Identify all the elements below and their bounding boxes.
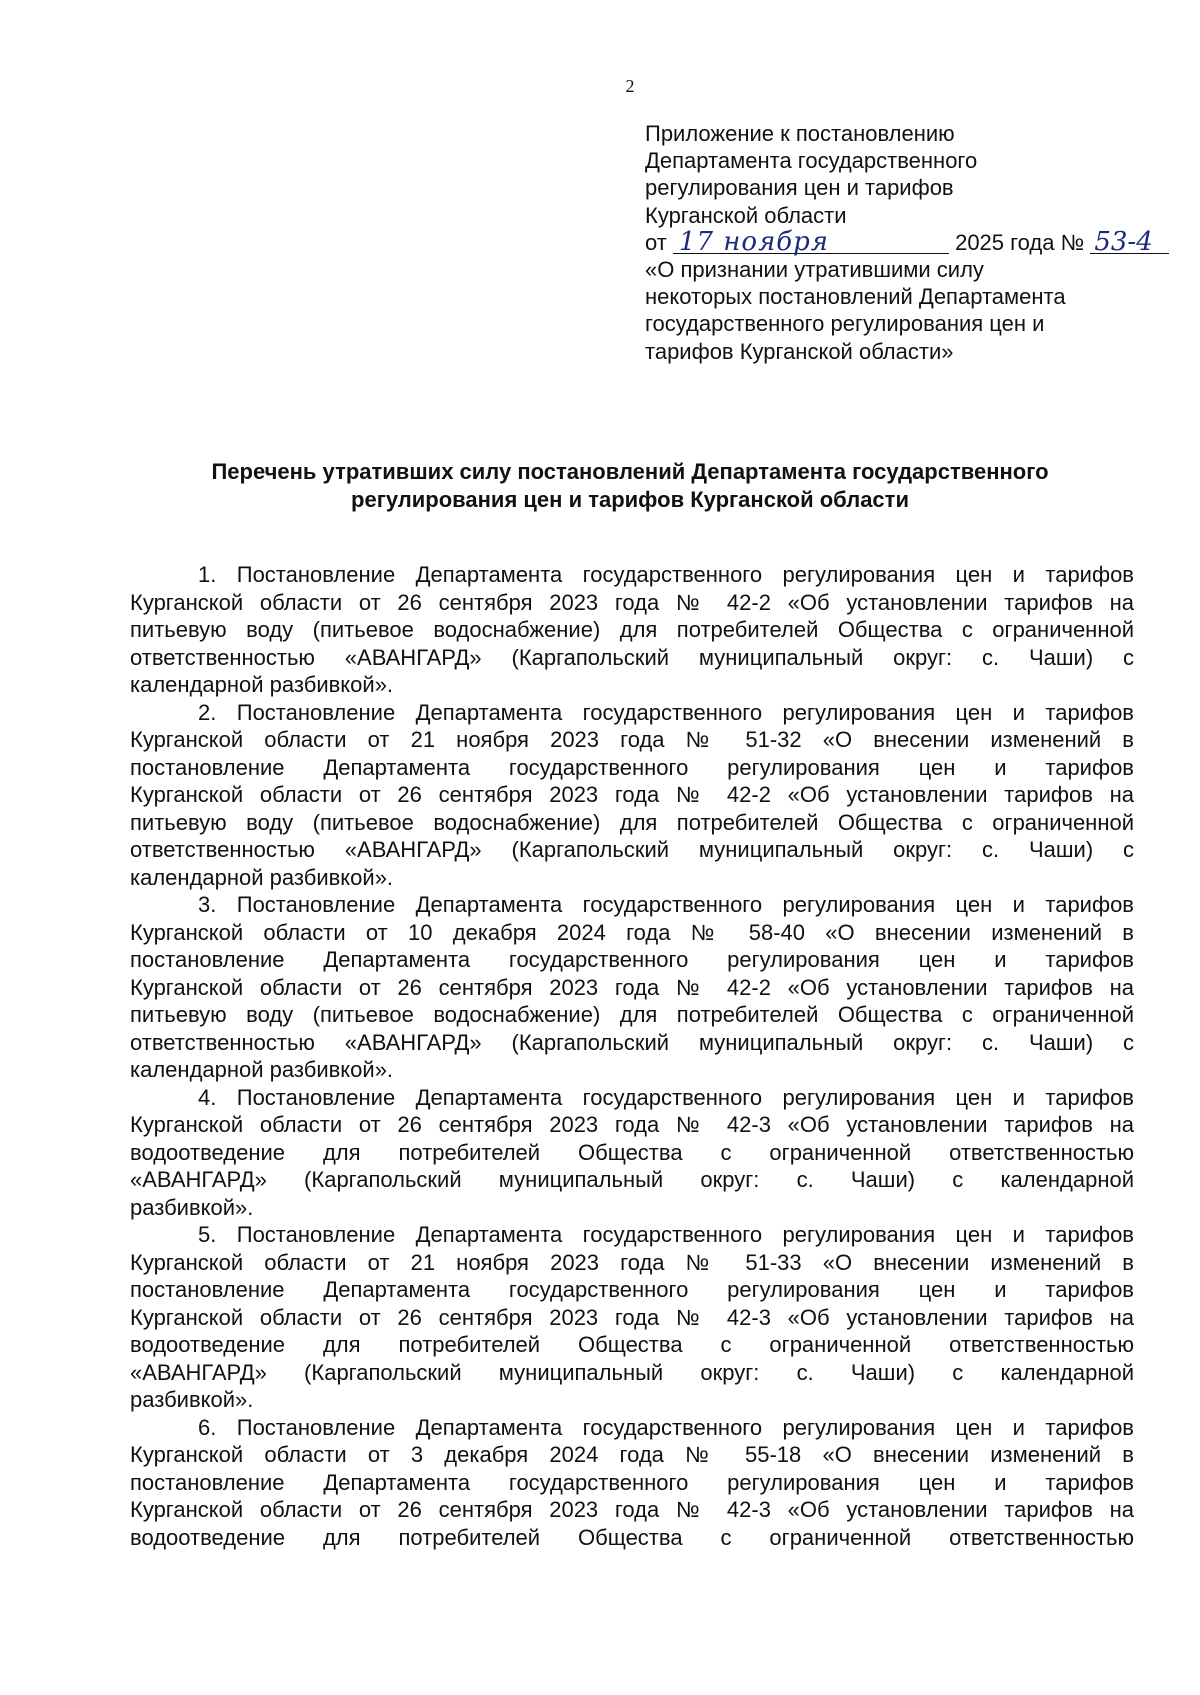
paragraph-line: постановление Департамента государственного регулирования цен и тарифов	[130, 754, 1134, 780]
list-item	[130, 891, 1134, 1084]
appendix-subject-line: «О признании утратившими силу	[645, 257, 984, 283]
list-item	[130, 699, 1134, 892]
paragraph-line: 6. Постановление Департамента государственного регулирования цен и тарифов	[198, 1414, 1134, 1440]
paragraph-line: 1. Постановление Департамента государственного регулирования цен и тарифов	[198, 562, 1134, 587]
paragraph-line: Курганской области от 10 декабря 2024 года № 58-40 «О внесении изменений в	[130, 919, 1134, 945]
paragraph-line: постановление Департамента государственного регулирования цен и тарифов	[130, 1469, 1134, 1495]
paragraph-line: разбивкой».	[130, 1387, 254, 1412]
paragraph-line: Курганской области от 26 сентября 2023 года № 42-2 «Об установлении тарифов на	[130, 974, 1134, 1000]
appendix-block	[645, 120, 1165, 365]
list-item	[130, 1221, 1134, 1414]
appendix-line: Департамента государственного	[645, 148, 978, 174]
paragraph-line: постановление Департамента государственного регулирования цен и тарифов	[130, 947, 1134, 972]
appendix-subject-line: государственного регулирования цен и	[645, 311, 1045, 337]
paragraph-line: Курганской области от 21 ноября 2023 года № 51-33 «О внесении изменений в	[130, 1249, 1134, 1275]
paragraph-line: Курганской области от 26 сентября 2023 года № 42-3 «Об установлении тарифов на	[130, 1497, 1134, 1522]
appendix-subject-line: некоторых постановлений Департамента	[645, 284, 1066, 310]
paragraph-line: календарной разбивкой».	[130, 864, 394, 890]
handwritten-number: 53-4	[1090, 231, 1169, 254]
paragraph-line: 5. Постановление Департамента государственного регулирования цен и тарифов	[198, 1222, 1134, 1247]
paragraph-line: питьевую воду (питьевое водоснабжение) для потребителей Общества с ограниченной	[130, 809, 1134, 835]
appendix-line: Курганской области	[645, 202, 847, 228]
list-item	[130, 1084, 1134, 1222]
paragraph-line: Курганской области от 26 сентября 2023 года № 42-3 «Об установлении тарифов на	[130, 1304, 1134, 1330]
paragraph-line: постановление Департамента государственного регулирования цен и тарифов	[130, 1277, 1134, 1302]
paragraph-line: Курганской области от 26 сентября 2023 года № 42-2 «Об установлении тарифов на	[130, 782, 1134, 807]
paragraph-line: питьевую воду (питьевое водоснабжение) для потребителей Общества с ограниченной	[130, 617, 1134, 642]
paragraph-line: Курганской области от 21 ноября 2023 года № 51-32 «О внесении изменений в	[130, 727, 1134, 752]
date-prefix: от	[645, 229, 667, 255]
paragraph-line: водоотведение для потребителей Общества с ограниченной ответственностью	[130, 1139, 1134, 1165]
title-line: регулирования цен и тарифов Курганской области	[351, 487, 909, 512]
paragraph-line: 2. Постановление Департамента государственного регулирования цен и тарифов	[198, 699, 1134, 725]
paragraph-line: календарной разбивкой».	[130, 1057, 394, 1082]
page-number: 2	[625, 76, 635, 96]
list-item	[130, 1414, 1134, 1552]
handwritten-date: 17 ноября	[673, 231, 949, 254]
document-body	[130, 561, 1134, 1551]
paragraph-line: Курганской области от 3 декабря 2024 года № 55-18 «О внесении изменений в	[130, 1442, 1134, 1467]
document-title	[130, 458, 1130, 514]
paragraph-line: питьевую воду (питьевое водоснабжение) для потребителей Общества с ограниченной	[130, 1002, 1134, 1027]
appendix-subject-line: тарифов Курганской области»	[645, 338, 954, 364]
list-item	[130, 561, 1134, 699]
title-line: Перечень утративших силу постановлений Департамента государственного	[211, 459, 1049, 484]
paragraph-line: «АВАНГАРД» (Каргапольский муниципальный округ: с. Чаши) с календарной	[130, 1167, 1134, 1192]
year-text: 2025 года №	[955, 229, 1085, 255]
paragraph-line: водоотведение для потребителей Общества с ограниченной ответственностью	[130, 1332, 1134, 1357]
paragraph-line: ответственностью «АВАНГАРД» (Каргапольский муниципальный округ: с. Чаши) с	[130, 1029, 1134, 1055]
paragraph-line: разбивкой».	[130, 1194, 254, 1220]
paragraph-line: «АВАНГАРД» (Каргапольский муниципальный округ: с. Чаши) с календарной	[130, 1359, 1134, 1385]
appendix-line: регулирования цен и тарифов	[645, 175, 954, 201]
paragraph-line: Курганской области от 26 сентября 2023 года № 42-3 «Об установлении тарифов на	[130, 1112, 1134, 1137]
paragraph-line: ответственностью «АВАНГАРД» (Каргапольский муниципальный округ: с. Чаши) с	[130, 644, 1134, 670]
paragraph-line: календарной разбивкой».	[130, 672, 394, 697]
paragraph-line: ответственностью «АВАНГАРД» (Каргапольский муниципальный округ: с. Чаши) с	[130, 837, 1134, 862]
paragraph-line: 4. Постановление Департамента государственного регулирования цен и тарифов	[198, 1084, 1134, 1110]
paragraph-line: 3. Постановление Департамента государственного регулирования цен и тарифов	[198, 892, 1134, 917]
appendix-line: Приложение к постановлению	[645, 121, 955, 146]
paragraph-line: Курганской области от 26 сентября 2023 года № 42-2 «Об установлении тарифов на	[130, 589, 1134, 615]
appendix-date-line	[645, 226, 1165, 257]
paragraph-line: водоотведение для потребителей Общества с ограниченной ответственностью	[130, 1524, 1134, 1550]
